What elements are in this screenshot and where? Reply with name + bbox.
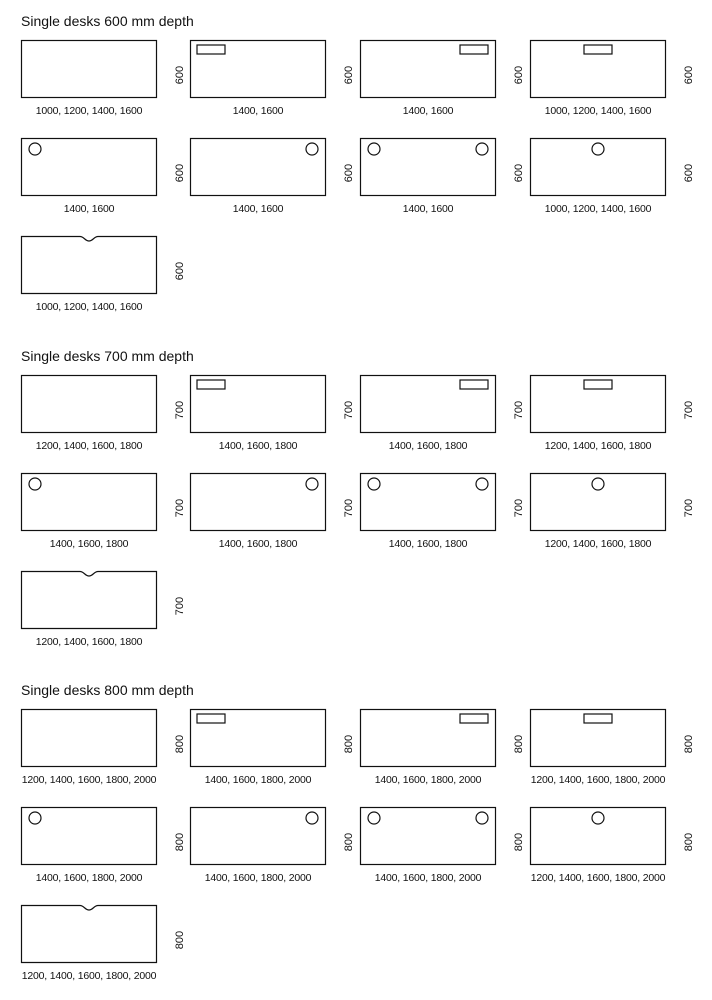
width-options-label: 1200, 1400, 1600, 1800 <box>35 440 143 452</box>
grommet-left-icon <box>368 478 380 490</box>
desk-top-outline <box>361 139 496 196</box>
depth-label: 700 <box>174 400 186 420</box>
desk-drawing <box>530 709 666 767</box>
width-options-label: 1400, 1600 <box>402 105 454 117</box>
desk-cutout-center <box>21 571 191 651</box>
desk-drawing <box>360 40 496 98</box>
width-options-label: 1000, 1200, 1400, 1600 <box>544 105 652 117</box>
cable-tray-left-icon <box>197 714 225 723</box>
depth-label: 600 <box>174 163 186 183</box>
desk-cable-tray-left <box>190 40 360 120</box>
desk-cutout-center <box>21 236 191 316</box>
depth-label: 700 <box>683 400 695 420</box>
desk-drawing <box>190 375 326 433</box>
desk-drawing <box>21 807 157 865</box>
cable-tray-center-icon <box>584 380 612 389</box>
desk-grommet-center <box>530 138 700 218</box>
depth-label: 700 <box>683 498 695 518</box>
desk-grommet-both <box>360 807 530 887</box>
width-options-label: 1400, 1600, 1800, 2000 <box>374 872 482 884</box>
width-options-label: 1400, 1600, 1800 <box>49 538 129 550</box>
desk-top-outline <box>22 808 157 865</box>
desk-top-outline <box>191 139 326 196</box>
grommet-center-icon <box>592 478 604 490</box>
depth-label: 600 <box>343 65 355 85</box>
desk-cable-tray-center <box>530 40 700 120</box>
desk-drawing <box>190 138 326 196</box>
desk-grommet-both <box>360 138 530 218</box>
width-options-label: 1200, 1400, 1600, 1800, 2000 <box>21 774 157 786</box>
desk-drawing <box>360 138 496 196</box>
depth-label: 600 <box>683 163 695 183</box>
desk-drawing <box>190 709 326 767</box>
grommet-left-icon <box>29 812 41 824</box>
desk-drawing <box>530 138 666 196</box>
desk-top-outline <box>531 710 666 767</box>
depth-label: 600 <box>174 65 186 85</box>
grommet-right-icon <box>306 143 318 155</box>
width-options-label: 1400, 1600, 1800, 2000 <box>374 774 482 786</box>
desk-cable-tray-left <box>190 709 360 789</box>
width-options-label: 1200, 1400, 1600, 1800 <box>544 440 652 452</box>
depth-label: 600 <box>683 65 695 85</box>
width-options-label: 1400, 1600 <box>232 105 284 117</box>
section-title: Single desks 700 mm depth <box>21 348 194 364</box>
desk-cable-tray-right <box>360 709 530 789</box>
desk-plain <box>21 375 191 455</box>
desk-cable-tray-center <box>530 375 700 455</box>
desk-top-outline <box>531 139 666 196</box>
desk-drawing <box>530 807 666 865</box>
depth-label: 600 <box>174 261 186 281</box>
desk-top-outline <box>361 474 496 531</box>
desk-drawing <box>530 473 666 531</box>
grommet-right-icon <box>306 478 318 490</box>
desk-top-outline <box>22 139 157 196</box>
desk-top-outline <box>191 710 326 767</box>
desk-top-outline <box>191 41 326 98</box>
width-options-label: 1200, 1400, 1600, 1800 <box>35 636 143 648</box>
desk-drawing <box>360 473 496 531</box>
desk-top-outline <box>531 41 666 98</box>
width-options-label: 1400, 1600 <box>232 203 284 215</box>
width-options-label: 1200, 1400, 1600, 1800, 2000 <box>530 774 666 786</box>
width-options-label: 1400, 1600, 1800 <box>218 538 298 550</box>
desk-drawing <box>360 709 496 767</box>
desk-drawing <box>21 571 157 629</box>
depth-label: 800 <box>174 930 186 950</box>
desk-grommet-left <box>21 473 191 553</box>
width-options-label: 1400, 1600, 1800, 2000 <box>204 872 312 884</box>
grommet-right-icon <box>476 478 488 490</box>
grommet-left-icon <box>368 143 380 155</box>
depth-label: 800 <box>513 832 525 852</box>
section-title: Single desks 600 mm depth <box>21 13 194 29</box>
width-options-label: 1000, 1200, 1400, 1600 <box>544 203 652 215</box>
width-options-label: 1400, 1600, 1800, 2000 <box>204 774 312 786</box>
desk-top-outline <box>361 710 496 767</box>
desk-drawing <box>21 138 157 196</box>
desk-top-outline <box>191 808 326 865</box>
desk-drawing <box>190 473 326 531</box>
depth-label: 600 <box>513 65 525 85</box>
grommet-right-icon <box>476 812 488 824</box>
cable-tray-center-icon <box>584 714 612 723</box>
desk-cable-tray-right <box>360 40 530 120</box>
depth-label: 800 <box>343 832 355 852</box>
depth-label: 700 <box>174 498 186 518</box>
cable-tray-left-icon <box>197 380 225 389</box>
depth-label: 700 <box>343 400 355 420</box>
depth-label: 700 <box>513 400 525 420</box>
depth-label: 800 <box>174 832 186 852</box>
width-options-label: 1000, 1200, 1400, 1600 <box>35 105 143 117</box>
desk-drawing <box>360 807 496 865</box>
desk-cable-tray-left <box>190 375 360 455</box>
desk-top-with-cutout <box>22 906 157 963</box>
desk-drawing <box>21 473 157 531</box>
width-options-label: 1400, 1600, 1800 <box>218 440 298 452</box>
grommet-left-icon <box>29 143 41 155</box>
desk-cable-tray-right <box>360 375 530 455</box>
desk-drawing <box>21 236 157 294</box>
desk-drawing <box>190 807 326 865</box>
desk-top-outline <box>361 41 496 98</box>
desk-top-with-cutout <box>22 572 157 629</box>
cable-tray-left-icon <box>197 45 225 54</box>
desk-grommet-left <box>21 807 191 887</box>
grommet-left-icon <box>29 478 41 490</box>
desk-drawing <box>530 40 666 98</box>
desk-top-outline <box>22 474 157 531</box>
desk-top-outline <box>361 376 496 433</box>
width-options-label: 1200, 1400, 1600, 1800, 2000 <box>21 970 157 982</box>
desk-plain <box>21 709 191 789</box>
desk-grommet-center <box>530 807 700 887</box>
depth-label: 800 <box>174 734 186 754</box>
depth-label: 600 <box>513 163 525 183</box>
desk-cable-tray-center <box>530 709 700 789</box>
desk-top-outline <box>191 474 326 531</box>
width-options-label: 1400, 1600, 1800 <box>388 538 468 550</box>
grommet-right-icon <box>476 143 488 155</box>
desk-drawing <box>21 375 157 433</box>
desk-drawing <box>530 375 666 433</box>
depth-label: 700 <box>513 498 525 518</box>
cable-tray-right-icon <box>460 380 488 389</box>
depth-label: 700 <box>343 498 355 518</box>
desk-top-outline <box>531 474 666 531</box>
desk-drawing <box>21 40 157 98</box>
desk-top-outline <box>22 41 157 98</box>
desk-top-outline <box>22 710 157 767</box>
width-options-label: 1400, 1600 <box>63 203 115 215</box>
desk-grommet-center <box>530 473 700 553</box>
desk-top-outline <box>531 808 666 865</box>
desk-top-with-cutout <box>22 237 157 294</box>
grommet-center-icon <box>592 143 604 155</box>
desk-grommet-right <box>190 473 360 553</box>
desk-top-outline <box>361 808 496 865</box>
width-options-label: 1200, 1400, 1600, 1800 <box>544 538 652 550</box>
grommet-right-icon <box>306 812 318 824</box>
width-options-label: 1000, 1200, 1400, 1600 <box>35 301 143 313</box>
desk-top-outline <box>191 376 326 433</box>
depth-label: 600 <box>343 163 355 183</box>
depth-label: 800 <box>683 832 695 852</box>
cable-tray-right-icon <box>460 45 488 54</box>
cable-tray-center-icon <box>584 45 612 54</box>
depth-label: 800 <box>683 734 695 754</box>
desk-grommet-left <box>21 138 191 218</box>
desk-drawing <box>190 40 326 98</box>
desk-grommet-right <box>190 807 360 887</box>
desk-cutout-center <box>21 905 191 985</box>
desk-top-outline <box>531 376 666 433</box>
desk-grommet-both <box>360 473 530 553</box>
width-options-label: 1400, 1600 <box>402 203 454 215</box>
width-options-label: 1400, 1600, 1800, 2000 <box>35 872 143 884</box>
desk-drawing <box>21 709 157 767</box>
depth-label: 700 <box>174 596 186 616</box>
depth-label: 800 <box>343 734 355 754</box>
desk-plain <box>21 40 191 120</box>
grommet-center-icon <box>592 812 604 824</box>
desk-drawing <box>21 905 157 963</box>
cable-tray-right-icon <box>460 714 488 723</box>
section-title: Single desks 800 mm depth <box>21 682 194 698</box>
grommet-left-icon <box>368 812 380 824</box>
desk-grommet-right <box>190 138 360 218</box>
desk-top-outline <box>22 376 157 433</box>
width-options-label: 1400, 1600, 1800 <box>388 440 468 452</box>
width-options-label: 1200, 1400, 1600, 1800, 2000 <box>530 872 666 884</box>
depth-label: 800 <box>513 734 525 754</box>
desk-drawing <box>360 375 496 433</box>
